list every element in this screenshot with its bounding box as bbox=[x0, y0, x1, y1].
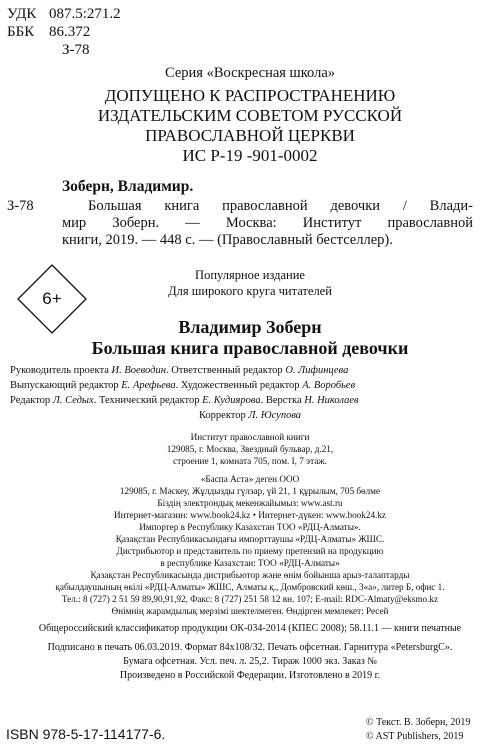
distributor-line: Қазақстан Республикасындағы импорттаушы «РДЦ-Алматы» ЖШС. bbox=[115, 534, 385, 544]
book-author: Владимир Зоберн bbox=[178, 317, 322, 337]
staff-name: О. Лифинцева bbox=[285, 365, 349, 376]
series-line: Серия «Воскресная школа» bbox=[164, 65, 336, 81]
copyright-line-1: © Текст. В. Зоберн, 2019 bbox=[366, 717, 471, 728]
staff-line bbox=[10, 379, 355, 393]
staff-line bbox=[10, 364, 348, 378]
catalog-mark: З-78 bbox=[7, 198, 34, 214]
distributor-line: в республике Казахстан: ТОО «РДЦ-Алматы» bbox=[160, 558, 340, 568]
distributor-line: Интернет-магазин: www.book24.kz • Интернет-дүкен: www.book24.kz bbox=[113, 510, 387, 520]
isbn: ISBN 978-5-17-114177-6. bbox=[6, 726, 166, 742]
staff-role: Выпускающий редактор bbox=[10, 380, 122, 391]
staff-name: Л. Юсупова bbox=[248, 410, 302, 421]
staff-name: Л. Седых bbox=[52, 395, 94, 406]
bbk-label: ББК bbox=[7, 24, 35, 40]
print-info-line-2: Бумага офсетная. Усл. печ. л. 25,2. Тираж 1000 экз. Заказ № bbox=[123, 656, 377, 667]
staff-role: . Технический редактор bbox=[93, 395, 203, 406]
classifier-line: Общероссийский классификатор продукции ОК-034-2014 (КПЕС 2008); 58.11.1 — книги печатные bbox=[38, 623, 462, 634]
staff-name: Е. Арефьева bbox=[121, 380, 176, 391]
udk-label: УДК bbox=[7, 6, 37, 22]
catalog-line-2: мир Зоберн. — Москва: Институт православной bbox=[62, 215, 473, 231]
catalog-author-heading: Зоберн, Владимир. bbox=[62, 178, 194, 195]
distributor-line: қабылдаушының өкілі «РДЦ-Алматы» ЖШС, Алматы қ., Домбровский көш., 3«а», литер Б, офис 1. bbox=[55, 582, 445, 592]
staff-role: . Художественный редактор bbox=[175, 380, 303, 391]
distributor-line: Дистрибьютор и представитель по приему претензий на продукцию bbox=[116, 546, 384, 556]
udk-line bbox=[7, 6, 121, 22]
copyright-line-2: © AST Publishers, 2019 bbox=[366, 731, 464, 742]
staff-role: Корректор bbox=[198, 410, 249, 421]
author-mark-top: З-78 bbox=[62, 42, 90, 58]
staff-line bbox=[10, 409, 490, 423]
book-title: Большая книга православной девочки bbox=[91, 338, 409, 358]
publisher-line-3: строение 1, комната 705, пом. I, 7 этаж. bbox=[173, 456, 327, 466]
distributor-line: «Баспа Аста» деген ООО bbox=[200, 474, 300, 484]
staff-name: А. Воробьев bbox=[302, 380, 356, 391]
age-rating-text: 6+ bbox=[42, 289, 62, 308]
staff-line bbox=[10, 394, 359, 408]
print-info-line-1: Подписано в печать 06.03.2019. Формат 84x108/32. Печать офсетная. Гарнитура «PetersburgC». bbox=[47, 642, 453, 653]
distributor-line: Қазақстан Республикасында дистрибьютор және өнім бойынша арыз-талаптарды bbox=[90, 570, 410, 580]
distributor-line: Тел.: 8 (727) 2 51 59 89,90,91,92, Факс: 8 (727) 251 58 12 вн. 107; E-mail: RDC-Almaty@eksmo.kz bbox=[61, 594, 439, 604]
catalog-line-3: книги, 2019. — 448 с. — (Православный бестселлер). bbox=[62, 232, 393, 248]
catalog-line-1: Большая книга православной девочки / Влади- bbox=[88, 198, 473, 214]
publisher-line-1: Институт православной книги bbox=[190, 432, 310, 442]
staff-role: Руководитель проекта bbox=[10, 365, 112, 376]
staff-name: Е. Кудиярова bbox=[202, 395, 261, 406]
audience-line-1: Популярное издание bbox=[195, 268, 305, 282]
approval-line-1: ДОПУЩЕНО К РАСПРОСТРАНЕНИЮ bbox=[104, 86, 396, 105]
staff-name: И. Воеводин bbox=[111, 365, 166, 376]
distributor-line: Біздің электрондық мекенжайымыз: www.ast.ru bbox=[157, 498, 343, 508]
distributor-line: Импортер в Республику Казахстан ТОО «РДЦ-Алматы». bbox=[139, 522, 361, 532]
bbk-line bbox=[7, 24, 90, 40]
approval-line-2: ИЗДАТЕЛЬСКИМ СОВЕТОМ РУССКОЙ bbox=[97, 106, 403, 125]
audience-line-2: Для широкого круга читателей bbox=[168, 284, 332, 298]
staff-role: Редактор bbox=[10, 395, 53, 406]
distributor-line: Өнімнің жарамдылық мерзімі шектелмеген. Өндірген мемлекет: Ресей bbox=[111, 606, 389, 616]
approval-line-4: ИС Р-19 -901-0002 bbox=[182, 146, 318, 165]
print-info-line-3: Произведено в Российской Федерации. Изготовлено в 2019 г. bbox=[119, 670, 381, 681]
approval-line-3: ПРАВОСЛАВНОЙ ЦЕРКВИ bbox=[145, 126, 355, 145]
udk-value: 087.5:271.2 bbox=[49, 6, 121, 22]
bbk-value: 86.372 bbox=[49, 24, 91, 40]
staff-name: Н. Николаев bbox=[304, 395, 359, 406]
distributor-line: 129085, г. Мәскеу, Жұлдызды гүлзар, үй 21, 1 құрылым, 705 бөлме bbox=[119, 486, 381, 496]
publisher-line-2: 129085, г. Москва, Звездный бульвар, д.21, bbox=[166, 444, 334, 454]
staff-role: . Верстка bbox=[260, 395, 305, 406]
staff-role: . Ответственный редактор bbox=[165, 365, 286, 376]
